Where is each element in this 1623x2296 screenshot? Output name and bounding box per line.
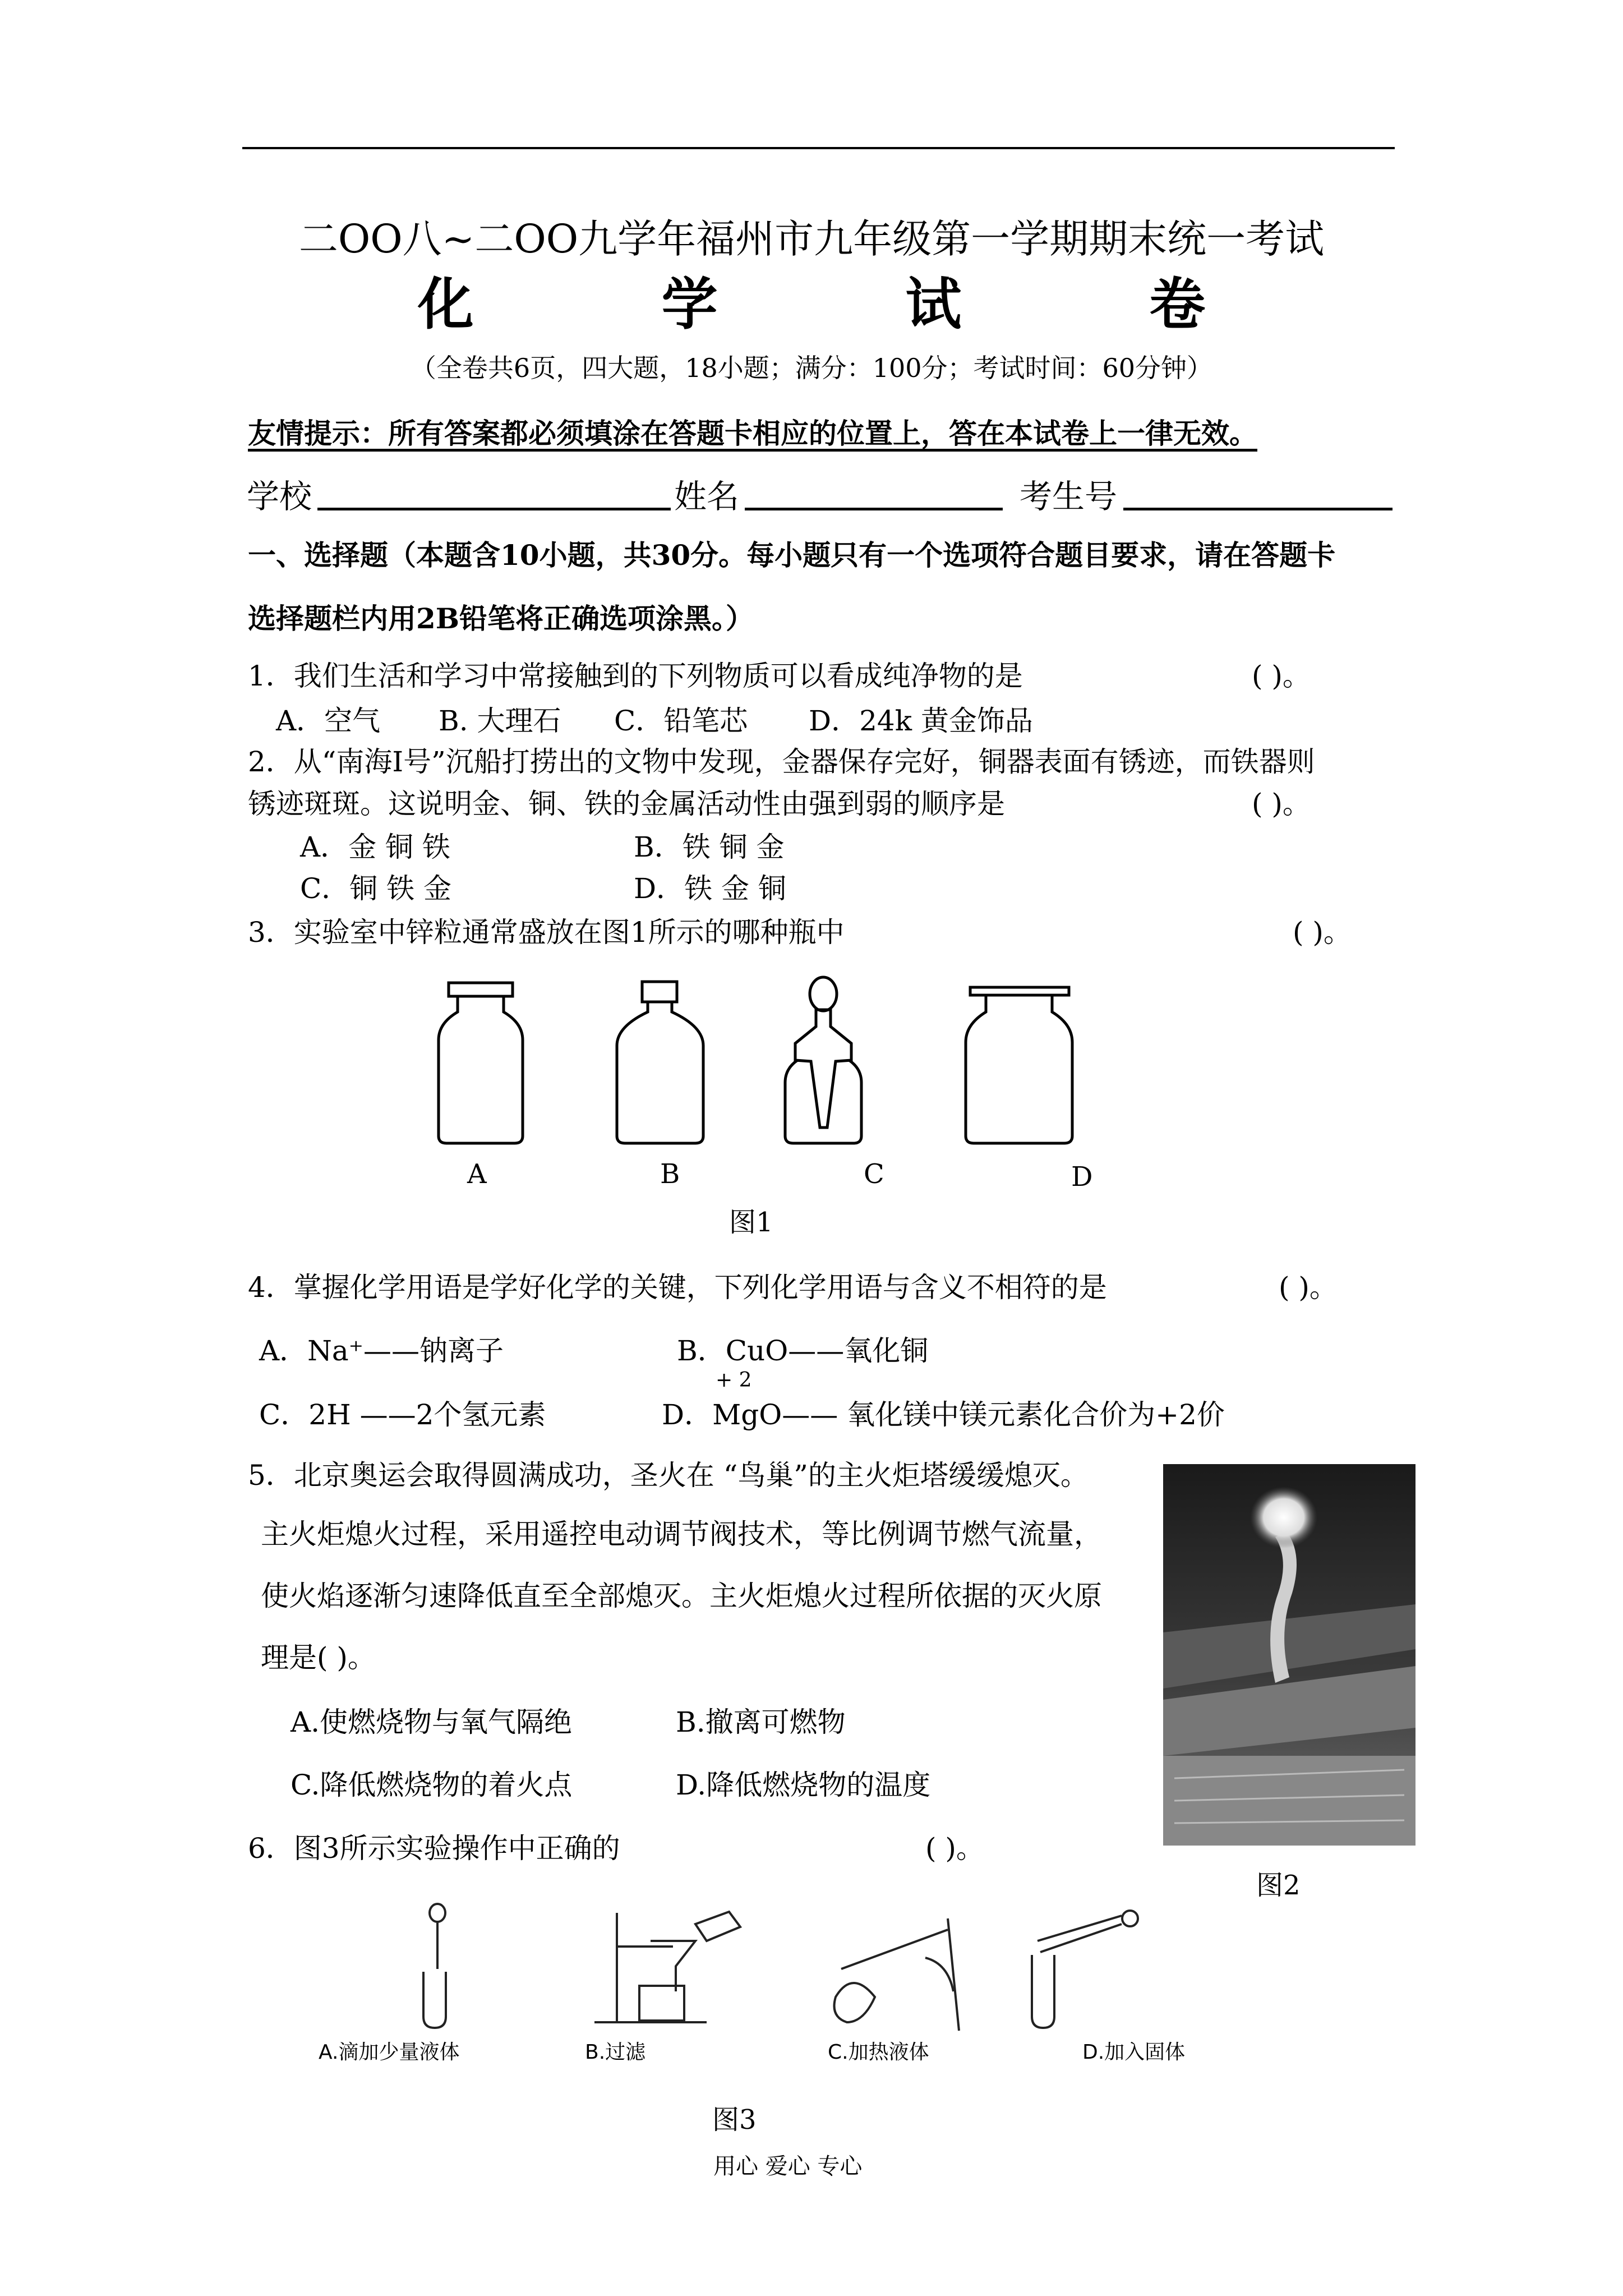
q2-stem-cont: 锈迹斑斑。这说明金、铜、铁的金属活动性由强到弱的顺序是 <box>248 788 1005 820</box>
fig3-caption: 图3 <box>712 2104 757 2136</box>
q4-option-a: A．Na⁺——钠离子 <box>259 1335 504 1367</box>
q2-option-b: B．铁 铜 金 <box>634 831 785 863</box>
exam-no-label: 考生号 <box>1020 477 1118 516</box>
name-label: 姓名 <box>674 477 740 516</box>
bottle-c-body <box>785 1060 861 1143</box>
exam-meta: （全卷共6页，四大题，18小题；满分：100分；考试时间：60分钟） <box>410 353 1213 383</box>
fig2-caption: 图2 <box>1256 1870 1301 1901</box>
figure1-bottles <box>393 965 1234 1189</box>
bottle-b-body <box>617 1002 703 1143</box>
q2-option-a: A．金 铜 铁 <box>300 831 450 863</box>
q5-option-a: A.使燃烧物与氧气隔绝 <box>291 1706 573 1738</box>
q2-answer-paren: ( )。 <box>1252 788 1311 820</box>
school-label: 学校 <box>247 477 312 516</box>
q3-answer-paren: ( )。 <box>1293 916 1352 949</box>
name-blank[interactable] <box>745 508 1003 510</box>
fig3-label-a: A.滴加少量液体 <box>319 2041 460 2064</box>
q2-option-d: D．铁 金 铜 <box>634 872 786 905</box>
q4-option-b: B．CuO——氧化铜 <box>677 1335 929 1367</box>
fig1-label-a: A <box>467 1158 487 1190</box>
q4-answer-paren: ( )。 <box>1279 1271 1338 1304</box>
exam-title: 二OO八~二OO九学年福州市九年级第一学期期末统一考试 <box>298 216 1325 262</box>
fig1-label-d: D <box>1071 1161 1093 1193</box>
q5-stem: 5．北京奥运会取得圆满成功，圣火在 “鸟巢”的主火炬塔缓缓熄灭。 <box>248 1459 1089 1492</box>
q1-stem: 1．我们生活和学习中常接触到的下列物质可以看成纯净物的是 <box>248 660 1023 692</box>
q4-option-c: C．2H ——2个氢元素 <box>259 1398 546 1431</box>
figure3-operations <box>303 1902 1290 2036</box>
school-blank[interactable] <box>317 508 671 510</box>
fig3-label-d: D.加入固体 <box>1082 2041 1186 2064</box>
fig1-label-b: B <box>660 1158 680 1190</box>
fig1-label-c: C <box>864 1158 884 1190</box>
exam-no-blank[interactable] <box>1123 508 1393 510</box>
fig1-caption: 图1 <box>729 1207 773 1238</box>
bottle-d-body <box>966 995 1072 1143</box>
bottle-d-lid <box>970 987 1069 995</box>
q1-answer-paren: ( )。 <box>1252 660 1311 692</box>
q1-option-d: D．24k 黄金饰品 <box>809 705 1033 737</box>
bottle-b-cap <box>642 982 677 1002</box>
fig3-label-c: C.加热液体 <box>828 2041 929 2064</box>
bottle-c-dropper <box>795 1010 851 1128</box>
q6-stem: 6．图3所示实验操作中正确的 <box>248 1832 620 1865</box>
friendly-tip: 友情提示：所有答案都必须填涂在答题卡相应的位置上，答在本试卷上一律无效。 <box>248 417 1257 450</box>
op-b-filtering <box>594 1912 740 2022</box>
page-footer: 用心 爱心 专心 <box>713 2154 863 2179</box>
q3-stem: 3．实验室中锌粒通常盛放在图1所示的哪种瓶中 <box>248 916 845 949</box>
header-rule <box>242 147 1395 149</box>
q4-valence-mark: + 2 <box>716 1369 752 1392</box>
section1-heading: 一、选择题（本题含10小题，共30分。每小题只有一个选项符合题目要求，请在答题卡 <box>248 539 1336 572</box>
op-d-adding-solid <box>1032 1911 1138 2028</box>
q6-answer-paren: ( )。 <box>925 1832 984 1865</box>
q4-option-d: D．MgO—— 氧化镁中镁元素化合价为+2价 <box>662 1398 1225 1431</box>
op-a-dropping <box>423 1904 446 2028</box>
section1-heading-cont: 选择题栏内用2B铅笔将正确选项涂黑。） <box>248 602 754 635</box>
fig3-label-b: B.过滤 <box>585 2041 646 2064</box>
op-c-heating <box>834 1918 960 2031</box>
q2-option-c: C．铜 铁 金 <box>300 872 452 905</box>
q5-stem-line3: 使火焰逐渐匀速降低直至全部熄灭。主火炬熄火过程所依据的灭火原 <box>261 1580 1102 1612</box>
q1-option-a: A．空气 <box>276 705 381 737</box>
bottle-c-bulb <box>810 977 837 1011</box>
q2-stem: 2．从“南海Ⅰ号”沉船打捞出的文物中发现，金器保存完好，铜器表面有锈迹，而铁器则 <box>248 746 1315 778</box>
q1-option-b: B. 大理石 <box>439 705 561 737</box>
q1-option-c: C．铅笔芯 <box>614 705 748 737</box>
q5-option-d: D.降低燃烧物的温度 <box>676 1769 931 1801</box>
bottle-a-body <box>439 996 523 1143</box>
subject-title: 化 学 试 卷 <box>417 271 1290 337</box>
q5-stem-line2: 主火炬熄火过程，采用遥控电动调节阀技术，等比例调节燃气流量， <box>261 1518 1102 1550</box>
torch-flame <box>1250 1487 1317 1548</box>
q4-stem: 4．掌握化学用语是学好化学的关键，下列化学用语与含义不相符的是 <box>248 1271 1107 1304</box>
q5-option-c: C.降低燃烧物的着火点 <box>291 1769 573 1801</box>
q5-stem-line4: 理是( )。 <box>261 1641 376 1674</box>
bottle-a-stopper <box>449 983 513 996</box>
figure2-torch-photo <box>1163 1464 1415 1846</box>
q5-option-b: B.撤离可燃物 <box>676 1706 846 1738</box>
